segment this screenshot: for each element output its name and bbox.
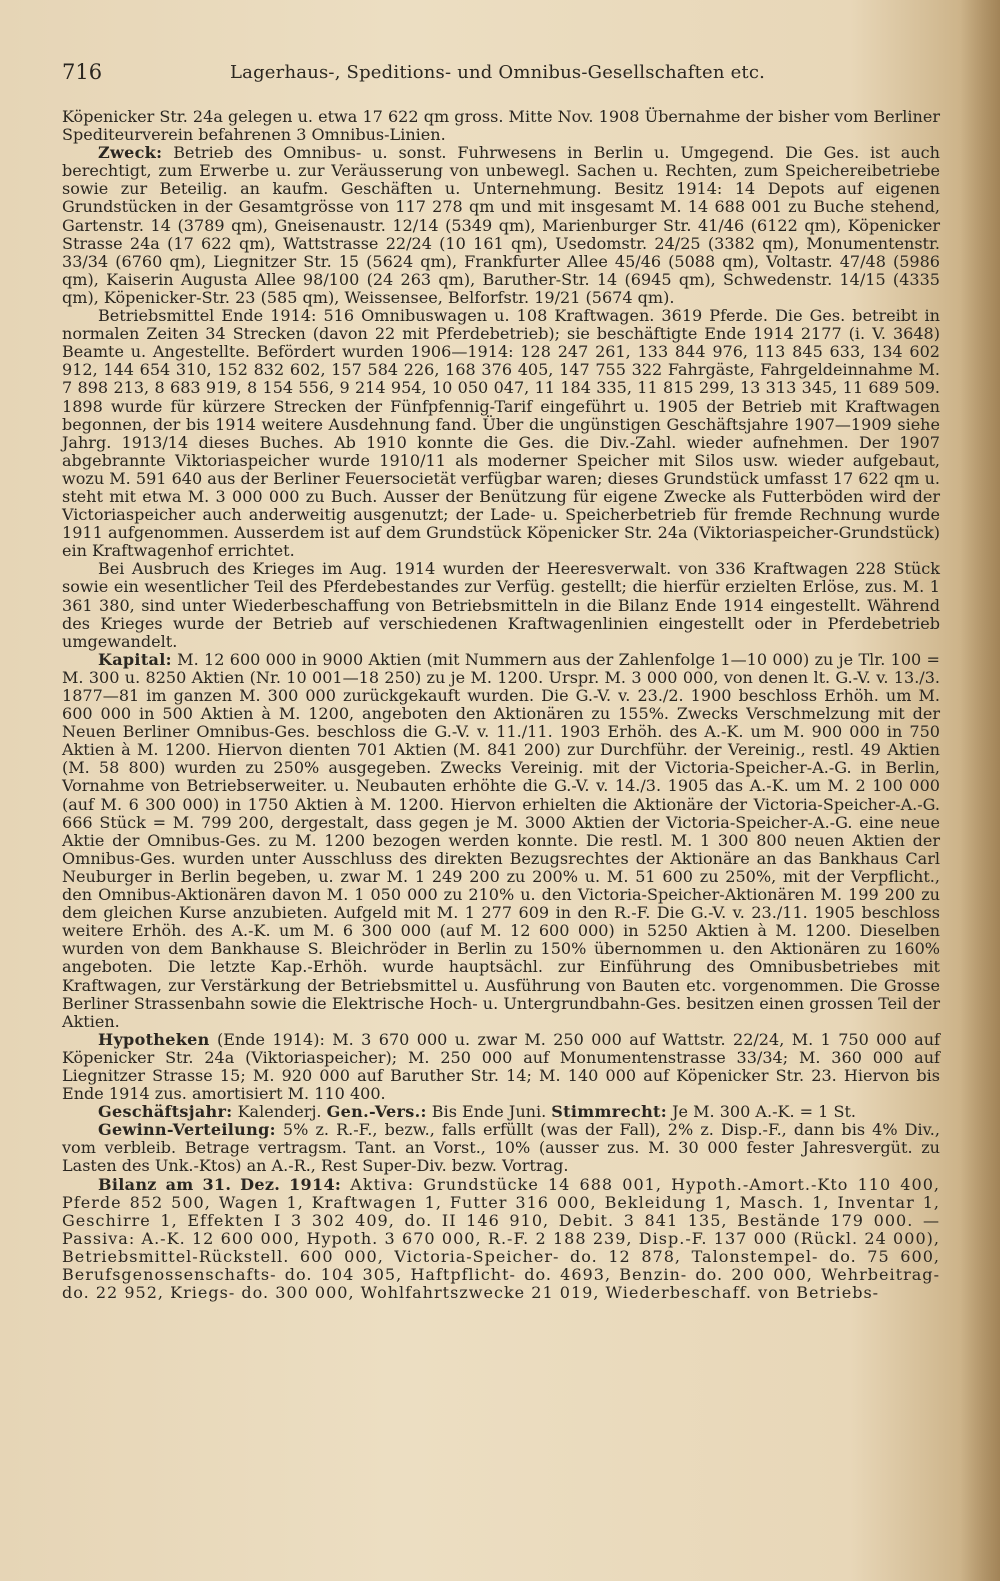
geschaeftsjahr-label: Geschäftsjahr: [98, 1102, 233, 1122]
zweck-text: Betrieb des Omnibus- u. sonst. Fuhrwesens in Berlin u. Umgegend. Die Ges. ist auch berechtigt, zum Erwerbe u. zur Veräusserung von unbewegl. Sachen u. Rechten, zum Speichereibetriebe sowie zur Beteilig. an kaufm. Geschäften u. Unternehmung. Besitz 1914: 14 Depots auf eigenen Grundstücken in der Gesamtgrösse von 117 278 qm und mit insgesamt M. 14 688 001 zu Buche stehend, Gartenstr. 14 (3789 qm), Gneisenaustr. 12/14 (5349 qm), Marienburger Str. 41/46 (6122 qm), Köpenicker Strasse 24a (17 622 qm), Wattstrasse 22/24 (10 161 qm), Usedomstr. 24/25 (3382 qm), Monumentenstr. 33/34 (6760 qm), Liegnitzer Str. 15 (5624 qm), Frankfurter Allee 45/46 (5088 qm), Voltastr. 47/48 (5986 qm), Kaiserin Augusta Allee 98/100 (24 263 qm), Baruther-Str. 14 (6945 qm), Schwedenstr. 14/15 (4335 qm), Köpenicker-Str. 23 (585 qm), Weissensee, Belforfstr. 19/21 (5674 qm). [62, 143, 940, 307]
body-text [62, 108, 940, 1302]
betriebsmittel-text: Betriebsmittel Ende 1914: 516 Omnibuswagen u. 108 Kraftwagen. 3619 Pferde. Die Ges. betreibt in normalen Zeiten 34 Strecken (davon 22 mit Pferdebetrieb); sie beschäftigte Ende 1914 2177 (i. V. 3648) Beamte u. Angestellte. Befördert wurden 1906—1914: 128 247 261, 133 844 976, 113 845 633, 134 602 912, 144 654 310, 152 832 602, 157 584 226, 168 376 405, 147 755 322 Fahrgäste, Fahrgeldeinnahme M. 7 898 213, 8 683 919, 8 154 556, 9 214 954, 10 050 047, 11 184 335, 11 815 299, 13 313 345, 11 689 509. 1898 wurde für kürzere Strecken der Fünfpfennig-Tarif eingeführt u. 1905 der Betrieb mit Kraftwagen begonnen, der bis 1914 weitere Ausdehnung fand. Über die ungünstigen Geschäftsjahre 1907—1909 siehe Jahrg. 1913/14 dieses Buches. Ab 1910 konnte die Ges. die Div.-Zahl. wieder aufnehmen. Der 1907 abgebrannte Viktoriaspeicher wurde 1910/11 als moderner Speicher mit Silos usw. wieder aufgebaut, wozu M. 591 640 aus der Berliner Feuersocietät verfügbar waren; dieses Grundstück umfasst 17 622 qm u. steht mit etwa M. 3 000 000 zu Buch. Ausser der Benützung für eigene Zwecke als Futterböden wird der Victoriaspeicher auch anderweitig ausgenutzt; der Lade- u. Speicherbetrieb für fremde Rechnung wurde 1911 aufgenommen. Ausserdem ist auf dem Grundstück Köpenicker Str. 24a (Viktoriaspeicher-Grundstück) ein Kraftwagenhof errichtet. [62, 306, 940, 561]
gewinn-verteilung-label: Gewinn-Verteilung: [98, 1120, 276, 1140]
hypotheken-text: (Ende 1914): M. 3 670 000 u. zwar M. 250 000 auf Wattstr. 22/24, M. 1 750 000 auf Köpenicker Str. 24a (Viktoriaspeicher); M. 250 000 auf Monumentenstrasse 33/34; M. 360 000 auf Liegnitzer Strasse 15; M. 920 000 auf Baruther Str. 14; M. 140 000 auf Köpenicker Str. 23. Hiervon bis Ende 1914 zus. amortisiert M. 110 400. [62, 1029, 940, 1104]
hypotheken-label: Hypotheken [98, 1029, 210, 1049]
paragraph-krieg [62, 560, 940, 650]
paragraph-betriebsmittel [62, 307, 940, 560]
paragraph-zweck [62, 144, 940, 307]
geschaeftsjahr-text: Kalenderj. [232, 1102, 327, 1122]
page-edge-shadow [960, 0, 1000, 1581]
paragraph-kapital [62, 651, 940, 1031]
paragraph-intro [62, 108, 940, 144]
bilanz-label: Bilanz am 31. Dez. 1914: [98, 1174, 342, 1194]
paragraph-gewinn-verteilung [62, 1121, 940, 1175]
paragraph-geschaeftsjahr [62, 1103, 940, 1121]
stimmrecht-label: Stimmrecht: [551, 1102, 667, 1122]
gewinn-verteilung-text: 5% z. R.-F., bezw., falls erfüllt (was der Fall), 2% z. Disp.-F., dann bis 4% Div., vom verbleib. Betrage vertragsm. Tant. an Vorst., 10% (ausser zus. M. 30 000 fester Jahresvergüt. zu Lasten des Unk.-Ktos) an A.-R., Rest Super-Div. bezw. Vortrag. [62, 1120, 940, 1176]
stimmrecht-text: Je M. 300 A.-K. = 1 St. [666, 1102, 856, 1122]
page-number: 716 [62, 60, 103, 84]
gen-vers-text: Bis Ende Juni. [426, 1102, 552, 1122]
running-title: Lagerhaus-, Speditions- und Omnibus-Gesellschaften etc. [230, 62, 766, 83]
page-header [62, 60, 942, 90]
kapital-label: Kapital: [98, 649, 172, 669]
paragraph-intro-text: Köpenicker Str. 24a gelegen u. etwa 17 622 qm gross. Mitte Nov. 1908 Übernahme der bisher vom Berliner Spediteurverein befahrenen 3 Omnibus-Linien. [62, 107, 940, 145]
zweck-label: Zweck: [98, 143, 163, 163]
paragraph-bilanz [62, 1176, 940, 1303]
bilanz-text: Aktiva: Grundstücke 14 688 001, Hypoth.-Amort.-Kto 110 400, Pferde 852 500, Wagen 1, Kraftwagen 1, Futter 316 000, Bekleidung 1, Masch. 1, Inventar 1, Geschirre 1, Effekten I 3 302 409, do. II 146 910, Debit. 3 841 135, Bestände 179 000. — Passiva: A.-K. 12 600 000, Hypoth. 3 670 000, R.-F. 2 188 239, Disp.-F. 137 000 (Rückl. 24 000), Betriebsmittel-Rückstell. 600 000, Victoria-Speicher- do. 12 878, Talonstempel- do. 75 600, Berufsgenossenschafts- do. 104 305, Haftpflicht- do. 4693, Benzin- do. 200 000, Wehrbeitrag- do. 22 952, Kriegs- do. 300 000, Wohlfahrtszwecke 21 019, Wiederbeschaff. von Betriebs- [62, 1174, 940, 1303]
krieg-text: Bei Ausbruch des Krieges im Aug. 1914 wurden der Heeresverwalt. von 336 Kraftwagen 228 Stück sowie ein wesentlicher Teil des Pferdebestandes zur Verfüg. gestellt; die hierfür erzielten Erlöse, zus. M. 1 361 380, sind unter Wiederbeschaffung von Betriebsmitteln in die Bilanz Ende 1914 eingestellt. Während des Krieges wurde der Betrieb auf verschiedenen Kraftwagenlinien eingestellt oder in Pferdebetrieb umgewandelt. [62, 559, 940, 651]
kapital-text: M. 12 600 000 in 9000 Aktien (mit Nummern aus der Zahlenfolge 1—10 000) zu je Tlr. 100 = M. 300 u. 8250 Aktien (Nr. 10 001—18 250) zu je M. 1200. Urspr. M. 3 000 000, von denen lt. G.-V. v. 13./3. 1877—81 im ganzen M. 300 000 zurückgekauft wurden. Die G.-V. v. 23./2. 1900 beschloss Erhöh. um M. 600 000 in 500 Aktien à M. 1200, angeboten den Aktionären zu 155%. Zwecks Verschmelzung mit der Neuen Berliner Omnibus-Ges. beschloss die G.-V. v. 11./11. 1903 Erhöh. des A.-K. um M. 900 000 in 750 Aktien à M. 1200. Hiervon dienten 701 Aktien (M. 841 200) zur Durchführ. der Vereinig., restl. 49 Aktien (M. 58 800) wurden zu 250% ausgegeben. Zwecks Vereinig. mit der Victoria-Speicher-A.-G. in Berlin, Vornahme von Betriebserweiter. u. Neubauten erhöhte die G.-V. v. 14./3. 1905 das A.-K. um M. 2 100 000 (auf M. 6 300 000) in 1750 Aktien à M. 1200. Hiervon erhielten die Aktionäre der Victoria-Speicher-A.-G. 666 Stück = M. 799 200, dergestalt, dass gegen je M. 3000 Aktien der Victoria-Speicher-A.-G. eine neue Aktie der Omnibus-Ges. zu M. 1200 bezogen werden konnte. Die restl. M. 1 300 800 neuen Aktien der Omnibus-Ges. wurden unter Ausschluss des direkten Bezugsrechtes der Aktionäre an das Bankhaus Carl Neuburger in Berlin begeben, u. zwar M. 1 249 200 zu 200% u. M. 51 600 zu 250%, mit der Verpflicht., den Omnibus-Aktionären davon M. 1 050 000 zu 210% u. den Victoria-Speicher-Aktionären M. 199 200 zu dem gleichen Kurse anzubieten. Aufgeld mit M. 1 277 609 in den R.-F. Die G.-V. v. 23./11. 1905 beschloss weitere Erhöh. des A.-K. um M. 6 300 000 (auf M. 12 600 000) in 5250 Aktien à M. 1200. Dieselben wurden von dem Bankhause S. Bleichröder in Berlin zu 150% übernommen u. den Aktionären zu 160% angeboten. Die letzte Kap.-Erhöh. wurde hauptsächl. zur Einführung des Omnibusbetriebes mit Kraftwagen, zur Verstärkung der Betriebsmittel u. Ausführung von Bauten etc. vorgenommen. Die Grosse Berliner Strassenbahn sowie die Elektrische Hoch- u. Untergrundbahn-Ges. besitzen einen grossen Teil der Aktien. [62, 649, 940, 1031]
paragraph-hypotheken [62, 1031, 940, 1103]
gen-vers-label: Gen.-Vers.: [326, 1102, 427, 1122]
